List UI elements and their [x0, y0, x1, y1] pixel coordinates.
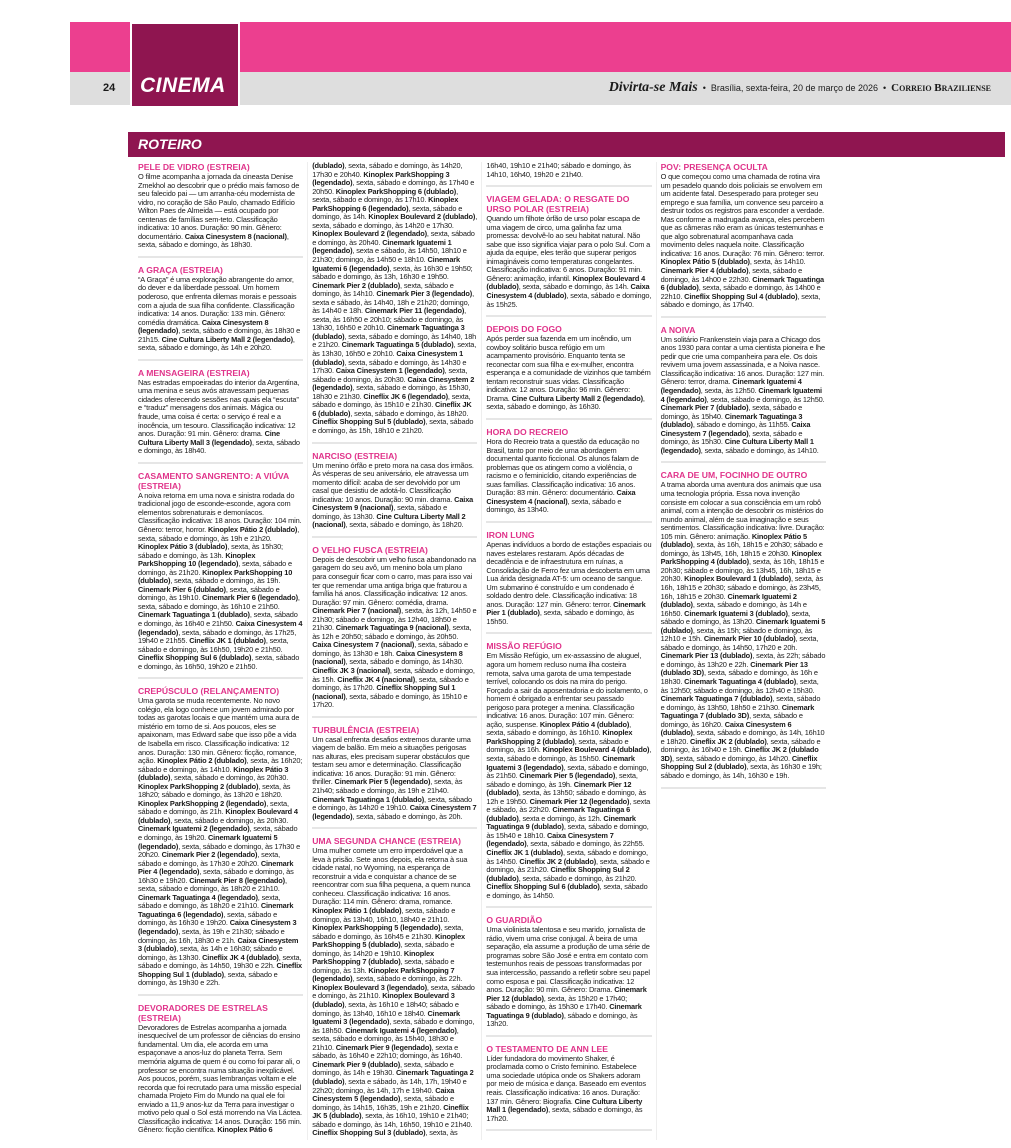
venue-name: Caixa Cinesystem 1 (dublado) — [312, 349, 464, 367]
venue-name: Kinoplex Boulevard 3 (dublado) — [312, 991, 455, 1010]
venue-name: Cinemark Taguatinga 9 (dublado) — [486, 813, 636, 832]
venue-name: Cinemark Iguatemi 2 (dublado) — [660, 591, 797, 610]
venue-name: Caixa Cinesystem 5 (legendado) — [312, 1085, 455, 1104]
movie-description: Quando um filhote órfão de urso polar escapa de uma viagem de circo, uma galinha faz uma promessa: devolvê-lo ao seu habitat natural. Não sabe que isso significa viajar para o polo Sul. Com a ajuda da equipe, eles terão que superar perigos inimagináveis como temperaturas congelantes. Classificação indicativa: 6 anos. Duração: 91 min. Gênero: animação, infantil. Kinoplex Boulevard 4 (dublado), sexta, sábado e domingo, às 14h. Caixa Cinesystem 4 (dublado), sexta, sábado e domingo, às 15h25. — [486, 214, 652, 309]
venue-name: Cinemark Iguatemi 4 (legendado) — [345, 1025, 457, 1035]
venue-name: Kinoplex ParkShopping 6 (legendado) — [312, 195, 459, 213]
movie-listing — [661, 162, 826, 318]
venue-name: Cineflix JK 6 (dublado) — [312, 400, 472, 418]
venue-name: Kinoplex Pátio 5 (dublado) — [660, 531, 807, 550]
venue-name: Kinoplex Boulevard 2 (legendado) — [312, 229, 427, 239]
venue-name: Caixa Cinesystem 7 (nacional) — [312, 640, 415, 650]
movie-listing — [486, 324, 651, 420]
venue-name: Kinoplex Pátio 2 (dublado) — [207, 524, 298, 534]
venue-name: Cinemark Taguatinga 9 (nacional) — [335, 623, 449, 633]
movie-title: HORA DO RECREIO — [486, 427, 569, 438]
movie-description: Um casal enfrenta desafios extremos durante uma viagem de balão. Em meio a situações perigosas nas alturas, eles precisam superar obstáculos que testam seu amor e determinação. Classificação indicativa: 16 anos. Duração: 91 min. Gênero: thriller. Cinemark Pier 5 (legendado), sexta, às 21h40; sábado e domingo, às 19h e 21h40. Cinemark Taguatinga 1 (dublado), sexta, sábado e domingo, às 14h20 e 19h10. Caixa Cinesystem 7 (legendado), sexta, sábado e domingo, às 20h. — [312, 734, 477, 821]
movie-description: Hora do Recreio trata a questão da educação no Brasil, tanto por meio de uma abordagem documental quanto ficcional. Os alunos falam de problemas que os atingem como a violência, o racismo e o feminicídio, citando experiências de suas famílias. Classificação indicativa: 16 anos. Duração: 83 min. Gênero: documentário. Caixa Cinesystem 4 (nacional), sexta, sábado e domingo, às 13h40. — [486, 437, 640, 515]
movie-description: Uma violinista talentosa e seu marido, jornalista de rádio, vivem uma crise conjugal. À beira de uma separação, ela assume a produção de uma série de programas sobre São José e entra em contato com testemunhos reais de pessoas transformadas por sua intercessão, passando a refletir sobre seu papel como esposa e pai. Classificação indicativa: 12 anos. Duração: 90 min. Gênero: Drama. Cinemark Pier 12 (dublado), sexta, às 15h20 e 17h40; sábado e domingo, às 15h30 e 17h40. Cinemark Taguatinga 9 (dublado), sábado e domingo, às 13h20. — [486, 925, 650, 1029]
venue-name: Kinoplex Boulevard 4 (dublado) — [138, 807, 298, 825]
venue-name: Cineflix JK 2 (dublado) — [690, 736, 767, 746]
venue-name: Kinoplex ParkShopping 7 (dublado) — [312, 948, 434, 967]
supplement-name: Divirta-se Mais — [608, 80, 698, 95]
venue-name: Cinemark Iguatemi 3 (dublado) — [684, 608, 788, 618]
venue-name: Cineflix Shopping Sul 1 (dublado) — [138, 961, 302, 979]
movie-description: Uma garota se muda recentemente. No novo colégio, ela logo conhece um jovem admirado por todas as garotas locais e que mantém uma aura de mistério em torno de si. Aos poucos, eles se apaixonam, mas Edward sabe que isso põe a vida de Isabella em risco. Classificação indicativa: 12 anos. Duração: 130 min. Gênero: ficção, romance, ação. Kinoplex Pátio 2 (dublado), sexta, às 16h20; sábado e domingo, às 14h10. Kinoplex Pátio 3 (dublado), sexta, sábado e domingo, às 20h30. Kinoplex ParkShopping 2 (dublado), sexta, às 18h20; sábado e domingo, às 13h20 e 18h20. Kinoplex ParkShopping 2 (legendado), sexta, sábado e domingo, às 21h. Kinoplex Boulevard 4 (dublado), sexta, sábado e domingo, às 20h30. Cinemark Iguatemi 2 (legendado), sexta, sábado e domingo, às 19h20. Cinemark Iguatemi 5 (legendado), sexta, sábado e domingo, às 17h30 e 20h20. Cinemark Pier 2 (legendado), sexta, sábado e domingo, às 17h30 e 20h20. Cinemark Pier 4 (legendado), sexta, sábado e domingo, às 16h30 e 19h20. Cinemark Pier 8 (legendado), sexta, sábado e domingo, às 18h20 e 21h10. Cinemark Taguatinga 4 (legendado), sexta, sábado e domingo, às 18h20 e 21h10. Cinemark Taguatinga 6 (legendado), sexta, sábado e domingo, às 16h30 e 19h20. Caixa Cinesystem 3 (legendado), sexta, às 19h e 21h30; sábado e domingo, às 16h, 18h30 e 21h. Caixa Cinesystem 3 (dublado), sexta, às 14h e 16h30; sábado e domingo, às 13h30. Cineflix JK 4 (dublado), sexta, sábado e domingo, às 14h50, 19h30 e 22h. Cineflix Shopping Sul 1 (dublado), sexta, sábado e domingo, às 19h30 e 22h. — [138, 696, 303, 988]
venue-name: Cinemark Pier 7 (nacional) — [312, 606, 402, 616]
venue-name: Cineflix JK 2 (dublado) — [519, 856, 597, 866]
venue-name: Cineflix Shopping Sul 6 (dublado) — [486, 882, 600, 892]
venue-name: Cinemark Pier 13 (dublado 3D) — [660, 659, 808, 678]
venue-name: Kinoplex Pátio 4 (dublado) — [539, 719, 630, 729]
movie-title: DEPOIS DO FOGO — [486, 324, 562, 335]
venue-name: Kinoplex ParkShopping 7 (legendado) — [312, 965, 455, 984]
masthead — [609, 80, 991, 96]
venue-name: Cinemark Pier 7 (dublado) — [660, 403, 749, 413]
venue-name: Cine Cultura Liberty Mall 3 (legendado) — [138, 429, 280, 447]
venue-name: Cinemark Taguatinga 6 (dublado) — [660, 274, 825, 293]
venue-name: Cinemark Taguatinga 7 (dublado 3D) — [660, 702, 815, 721]
venue-name: Cinemark Iguatemi 1 (legendado) — [312, 237, 452, 256]
venue-name: Kinoplex ParkShopping 4 (dublado) — [660, 548, 822, 567]
movie-description: A noiva retorna em uma nova e sinistra rodada do tradicional jogo de esconde-esconde, agora com elementos sobrenaturais e demoníacos. Classificação indicativa: 18 anos. Duração: 104 min. Gênero: terror, horror. Kinoplex Pátio 2 (dublado), sexta, sábado e domingo, às 19h e 21h20. Kinoplex Pátio 3 (dublado), sexta, às 15h30; sábado e domingo, às 13h. Kinoplex ParkShopping 10 (legendado), sexta, sábado e domingo, às 21h20. Kinoplex ParkShopping 10 (dublado), sexta, sábado e domingo, às 19h. Cinemark Pier 6 (dublado), sexta, sábado e domingo, às 19h10. Cinemark Pier 6 (legendado), sexta, sábado e domingo, às 16h10 e 21h50. Cinemark Taguatinga 1 (dublado), sexta, sábado e domingo, às 16h40 e 21h50. Caixa Cinesystem 4 (legendado), sexta, sábado e domingo, às 17h25, 19h40 e 21h55. Cineflix JK 1 (dublado), sexta, sábado e domingo, às 16h50, 19h20 e 21h50. Cineflix Shopping Sul 6 (dublado), sexta, sábado e domingo, às 16h50, 19h20 e 21h50. — [138, 490, 303, 671]
movie-listing — [661, 325, 826, 464]
venue-name: Cinemark Pier 12 (legendado) — [529, 796, 630, 806]
venue-name: Cinemark Taguatinga 6 (legendado) — [138, 901, 294, 919]
venue-name: Kinoplex Boulevard 3 (legendado) — [312, 982, 427, 992]
movie-listing — [138, 162, 303, 258]
movie-listing — [312, 725, 477, 829]
venue-name: Cineflix JK 5 (dublado) — [312, 1102, 469, 1121]
movie-listing — [661, 470, 826, 788]
venue-name: Cinemark Taguatinga 3 (dublado) — [660, 411, 803, 430]
venue-name: Kinoplex Boulevard 1 (dublado) — [684, 574, 791, 584]
movie-title: UMA SEGUNDA CHANCE (ESTREIA) — [312, 836, 461, 847]
venue-name: Caixa Cinesystem 1 (legendado) — [335, 366, 445, 376]
venue-name: Cinemark Pier 10 (dublado) — [703, 634, 796, 644]
venue-name: Caixa Cinesystem 8 (legendado) — [138, 317, 269, 336]
movie-listing — [486, 194, 651, 317]
movie-title: A MENSAGEIRA (ESTREIA) — [138, 367, 250, 378]
movie-title: MISSÃO REFÚGIO — [486, 641, 562, 652]
venue-name: Cine Cultura Liberty Mall 2 (legendado) — [161, 334, 293, 344]
venue-name: Cineflix Shopping Sul 6 (dublado) — [138, 653, 252, 663]
venue-name: Kinoplex ParkShopping 2 (dublado) — [486, 728, 633, 746]
page-number: 24 — [103, 82, 116, 94]
venue-name: Kinoplex Boulevard 4 (dublado) — [486, 273, 646, 292]
venue-name: Cinemark Pier 8 (legendado) — [189, 875, 285, 885]
venue-name: Caixa Cinesystem 4 (dublado) — [486, 282, 650, 301]
movie-title: O VELHO FUSCA (ESTREIA) — [312, 544, 428, 555]
venue-name: Cinemark Taguatinga 1 (dublado) — [312, 794, 425, 804]
venue-name: Cineflix JK 3 (nacional) — [312, 665, 390, 675]
movie-listing — [138, 265, 303, 361]
movie-title: PELE DE VIDRO (ESTREIA) — [138, 162, 250, 172]
venue-name: Cinemark Pier 5 (legendado) — [519, 771, 616, 781]
movie-title: A NOIVA — [660, 324, 696, 335]
venue-name: Cine Cultura Liberty Mall 2 (nacional) — [312, 511, 466, 530]
venue-name: Cinemark Iguatemi 3 (legendado) — [486, 753, 635, 772]
venue-name: Cinemark Pier 4 (legendado) — [138, 858, 294, 877]
venue-name: Caixa Cinesystem 7 (legendado) — [312, 803, 477, 821]
dateline: Brasília, sexta-feira, 20 de março de 2026 — [710, 83, 878, 93]
movie-listings — [138, 162, 1000, 1140]
movie-description: Apenas indivíduos a bordo de estações espaciais ou naves estelares restaram. Após décadas de decadência e de infraestrutura em ruínas, a Consolidação de Ferro fez uma descoberta em uma Lua árida designada AT-5: um oceano de sangue. Um submarino é construído e um condenado é soldado dentro dele. Classificação indicativa: 18 anos. Duração: 127 min. Gênero: terror. Cinemark Pier 1 (dublado), sexta, sábado e domingo, às 15h50. — [486, 539, 652, 626]
venue-name: Cinemark Pier 6 (legendado) — [202, 593, 298, 603]
roteiro-banner — [128, 132, 1005, 157]
movie-description: Em Missão Refúgio, um ex-assassino de aluguel, agora um homem recluso numa ilha costeira remota, salva uma garota de uma tempestade terrível, colocando os dois na mira do perigo. Forçado a sair da aposentadoria e do isolamento, o homem é obrigado a enfrentar seu passado perigoso para proteger a menina. Classificação indicativa: 16 anos. Duração: 107 min. Gênero: ação, suspense. Kinoplex Pátio 4 (dublado), sexta, sábado e domingo, às 16h10. Kinoplex ParkShopping 2 (dublado), sexta, sábado e domingo, às 16h. Kinoplex Boulevard 4 (dublado), sexta, sábado e domingo, às 15h50. Cinemark Iguatemi 3 (legendado), sexta, sábado e domingo, às 21h50. Cinemark Pier 5 (legendado), sexta, sábado e domingo, às 19h. Cinemark Pier 12 (dublado), sexta, às 13h50; sábado e domingo, às 12h e 19h50. Cinemark Pier 12 (legendado), sexta e sábado, às 22h20. Cinemark Taguatinga 6 (dublado), sexta e domingo, às 12h. Cinemark Taguatinga 9 (dublado), sexta, sábado e domingo, às 15h40 e 18h10. Caixa Cinesystem 7 (legendado), sexta, sábado e domingo, às 22h55. Cineflix JK 1 (dublado), sexta, sábado e domingo, às 14h50. Cineflix JK 2 (dublado), sexta, sábado e domingo, às 21h20. Cineflix Shopping Sul 2 (dublado), sexta, sábado e domingo, às 21h20. Cineflix Shopping Sul 6 (dublado), sexta, sábado e domingo, às 14h50. — [486, 651, 652, 900]
venue-name: Cinemark Pier 11 (legendado) — [364, 306, 465, 316]
movie-description: Nas estradas empoeiradas do interior da Argentina, uma menina e seus avós atravessam pequenas cidades oferecendo sessões nas quais ela “escuta” e “traduz” mensagens dos animais. Mágica ou fraude, uma coisa é certa: o serviço é real e a inocência, um tesouro. Classificação indicativa: 12 anos. Duração: 91 min. Gênero: drama. Cine Cultura Liberty Mall 3 (legendado), sexta, sábado e domingo, às 18h40. — [138, 377, 300, 456]
movie-title: NARCISO (ESTREIA) — [312, 450, 398, 461]
venue-name: Kinoplex ParkShopping 3 (legendado) — [312, 169, 450, 188]
movie-title: CASAMENTO SANGRENTO: A VIÚVA (ESTREIA) — [138, 470, 289, 491]
venue-name: Cine Cultura Liberty Mall 1 (legendado) — [486, 1096, 643, 1115]
section-label-block — [130, 22, 240, 108]
venue-name: Cineflix Shopping Sul 2 (dublado) — [486, 865, 630, 883]
venue-name: Caixa Cinesystem 3 (dublado) — [138, 935, 299, 954]
movie-description: Depois de descobrir um velho fusca abandonado na garagem do seu avô, um menino bola um plano para conseguir ficar com o carro, mas para isso vai ter que remendar uma antiga briga que fraturou a família há anos. Classificação indicativa: 12 anos. Duração: 97 min. Gênero: comédia, drama. Cinemark Pier 7 (nacional), sexta, às 12h, 14h50 e 21h30; sábado e domingo, às 12h40, 18h50 e 21h30. Cinemark Taguatinga 9 (nacional), sexta, às 12h e 20h50; sábado e domingo, às 20h50. Caixa Cinesystem 7 (nacional), sexta, sábado e domingo, às 13h30 e 18h. Caixa Cinesystem 8 (nacional), sexta, sábado e domingo, às 14h30. Cineflix JK 3 (nacional), sexta, sábado e domingo, às 15h. Cineflix JK 4 (nacional), sexta, sábado e domingo, às 17h20. Cineflix Shopping Sul 1 (nacional), sexta, sábado e domingo, às 15h10 e 17h20. — [312, 554, 477, 710]
movie-title: CREPÚSCULO (RELANÇAMENTO) — [138, 686, 280, 697]
venue-name: Cinemark Pier 5 (legendado) — [334, 777, 431, 787]
venue-name: Kinoplex ParkShopping 6 (dublado) — [335, 186, 457, 196]
movie-title: IRON LUNG — [486, 529, 535, 540]
movie-description: O que começou como uma chamada de rotina vira um pesadelo quando dois policiais se envolvem em um acidente fatal. Desesperado para proteger seu emprego e sua família, um convence seu parceiro a destruir todos os registros para esconder a verdade. Mas conforme a madrugada avança, eles percebem que as câmeras não eram as únicas testemunhas e que algo sobrenatural acompanhava cada movimento deles naquela noite. Classificação indicativa: 16 anos. Duração: 76 min. Gênero: terror. Kinoplex Pátio 5 (dublado), sexta, às 14h10. Cinemark Pier 4 (dublado), sexta, sábado e domingo, às 14h00 e 22h30. Cinemark Taguatinga 6 (dublado), sexta, sábado e domingo, às 14h00 e 22h10. Cineflix Shopping Sul 4 (dublado), sexta, sábado e domingo, às 17h40. — [660, 172, 825, 310]
movie-title: TURBULÊNCIA (ESTREIA) — [312, 724, 420, 735]
venue-name: Cinemark Pier 4 (dublado) — [660, 266, 749, 276]
venue-name: Cineflix Shopping Sul 4 (dublado) — [684, 291, 798, 301]
movie-description: O filme acompanha a jornada da cineasta Denise Zmekhol ao descobrir que o prédio mais famoso de seu falecido pai — um arranha-céu modernista de vidro, no coração de São Paulo, chamado Edifício Wilton Paes de Almeida — está ocupado por centenas de famílias sem-teto. Classificação indicativa: 10 anos. Duração: 90 min. Gênero: documentário. Caixa Cinesystem 8 (nacional), sexta, sábado e domingo, às 18h30. — [138, 172, 300, 250]
venue-name: Cinemark Pier 1 (dublado) — [486, 599, 646, 618]
movie-description: Um solitário Frankenstein viaja para a Chicago dos anos 1930 para contar a uma cientista pioneira e lhe pedir que crie uma companheira para ele. Os dois revivem uma jovem assassinada, e a Noiva nasce. Classificação indicativa: 16 anos. Duração: 127 min. Gênero: terror, drama. Cinemark Iguatemi 4 (legendado), sexta, às 12h50. Cinemark Iguatemi 4 (legendado), sexta, sábado e domingo, às 12h50. Cinemark Pier 7 (dublado), sexta, sábado e domingo, às 15h40. Cinemark Taguatinga 3 (dublado), sábado e domingo, às 11h55. Caixa Cinesystem 7 (legendado), sexta, sábado e domingo, às 15h30. Cine Cultura Liberty Mall 1 (legendado), sexta, sábado e domingo, às 14h10. — [660, 334, 825, 455]
venue-name: Cinemark Iguatemi 3 (legendado) — [312, 1008, 460, 1027]
venue-name: Caixa Cinesystem 3 (legendado) — [138, 918, 297, 937]
venue-name: Kinoplex Pátio 6 (dublado) — [217, 161, 345, 1135]
venue-name: Cineflix JK 1 (dublado) — [189, 636, 266, 646]
venue-name: Cinemark Pier 12 (dublado) — [486, 985, 647, 1003]
venue-name: Cinemark Pier 9 (legendado) — [335, 1042, 432, 1052]
venue-name: Caixa Cinesystem 4 (nacional) — [486, 488, 636, 506]
venue-name: Cinemark Taguatinga 3 (dublado) — [312, 323, 465, 341]
venue-name: Cineflix JK 4 (dublado) — [202, 952, 279, 962]
venue-name: Kinoplex ParkShopping 10 (legendado) — [138, 550, 256, 569]
venue-name: Cinemark Iguatemi 5 (dublado) — [660, 617, 826, 635]
movie-description: Um menino órfão e preto mora na casa dos irmãos. Às vésperas de seu aniversário, ele atravessa um momento difícil: acaba de ser devolvido por um casal que desistiu de adotá-lo. Classificação indicativa: 10 anos. Duração: 90 min. drama. Caixa Cinesystem 9 (nacional), sexta, sábado e domingo, às 13h30. Cine Cultura Liberty Mall 2 (nacional), sexta, sábado e domingo, às 18h20. — [312, 460, 474, 530]
venue-name: Caixa Cinesystem 4 (legendado) — [138, 618, 303, 637]
venue-name: Cinemark Pier 3 (legendado) — [376, 289, 473, 299]
venue-name: Cineflix JK 1 (dublado) — [486, 848, 563, 857]
venue-name: Kinoplex Pátio 2 (dublado) — [157, 756, 247, 766]
venue-name: Kinoplex Pátio 5 (dublado) — [660, 257, 750, 267]
venue-name: Cineflix JK 2 (dublado 3D) — [660, 745, 819, 763]
venue-name: Kinoplex ParkShopping 5 (legendado) — [312, 923, 441, 933]
movie-title: VIAGEM GELADA: O RESGATE DO URSO POLAR (ESTREIA) — [486, 194, 630, 215]
venue-name: Cinemark Pier 13 (dublado) — [660, 651, 753, 661]
venue-name: Cinemark Pier 2 (dublado) — [312, 280, 401, 290]
venue-name: Kinoplex ParkShopping 5 (dublado) — [312, 931, 466, 950]
movie-description: Líder fundadora do movimento Shaker, é proclamada como o Cristo feminino. Estabelece uma sociedade utópica onde os Shakers adoram por meio de música e dança. Baseado em eventos reais. Classificação indicativa: 16 anos. Duração: 137 min. Gênero: Biografia. Cine Cultura Liberty Mall 1 (legendado), sexta, sábado e domingo, às 17h20. — [486, 1053, 646, 1123]
movie-listing — [312, 451, 477, 538]
venue-name: Cine Cultura Liberty Mall 1 (legendado) — [660, 437, 814, 455]
venue-name: Caixa Cinesystem 7 (legendado) — [660, 420, 811, 438]
movie-listing — [486, 530, 651, 634]
venue-name: Kinoplex Pátio 3 (dublado) — [138, 764, 289, 783]
movie-title: POV: PRESENÇA OCULTA — [660, 162, 768, 172]
venue-name: Cineflix JK 6 (legendado) — [363, 391, 448, 401]
movie-listing — [486, 1044, 651, 1131]
movie-title: O TESTAMENTO DE ANN LEE — [486, 1043, 608, 1054]
venue-name: Cinemark Taguatinga 9 (dublado) — [486, 1002, 642, 1020]
venue-name: Cineflix Shopping Sul 3 (dublado) — [312, 1128, 426, 1138]
venue-name: Cinemark Iguatemi 4 (legendado) — [660, 377, 802, 396]
movie-description: Após perder sua fazenda em um incêndio, um cowboy solitário busca refúgio em um acampamento provisório. Enquanto tenta se reconectar com sua filha e ex-mulher, encontra esperança e a comunidade de vizinhos que também tentam reconstruir suas vidas. Classificação indicativa: 12 anos. Duração: 96 min. Gênero: Drama. Cine Cultura Liberty Mall 2 (legendado), sexta, sábado e domingo, às 16h30. — [486, 334, 651, 412]
movie-description: Uma mulher comete um erro imperdoável que a leva à prisão. Sete anos depois, ela retorna à sua cidade natal, no Wyoming, na esperança de reconstruir a vida e conquistar a chance de se reencontrar com sua filha pequena, a quem nunca conheceu. Classificação indicativa: 16 anos. Duração: 114 min. Gênero: drama, romance. Kinoplex Pátio 1 (dublado), sexta, sábado e domingo, às 13h40, 16h10, 18h40 e 21h10. Kinoplex ParkShopping 5 (legendado), sexta, sábado e domingo, às 16h45 e 21h30. Kinoplex ParkShopping 5 (dublado), sexta, sábado e domingo, às 14h20 e 19h10. Kinoplex ParkShopping 7 (dublado), sexta, sábado e domingo, às 13h. Kinoplex ParkShopping 7 (legendado), sexta, sábado e domingo, às 22h. Kinoplex Boulevard 3 (legendado), sexta, sábado e domingo, às 21h10. Kinoplex Boulevard 3 (dublado), sexta, às 16h10 e 18h40; sábado e domingo, às 13h40, 16h10 e 18h40. Cinemark Iguatemi 3 (legendado), sexta, sábado e domingo, às 18h50. Cinemark Iguatemi 4 (legendado), sexta, sábado e domingo, às 15h40, 18h30 e 21h10. Cinemark Pier 9 (legendado), sexta e sábado, às 16h40 e 22h10; domingo, às 16h40. Cinemark Pier 9 (dublado), sexta, sábado e domingo, às 14h e 19h30. Cinemark Taguatinga 2 (dublado), sexta e sábado, às 14h, 17h, 19h40 e 22h20; domingo, às 14h, 17h e 19h40. Caixa Cinesystem 5 (legendado), sexta, sábado e domingo, às 14h15, 16h35, 19h e 21h20. Cineflix JK 5 (dublado), sexta, às 16h10, 19h10 e 21h40; sábado e domingo, às 14h, 16h50, 19h10 e 21h40. Cineflix Shopping Sul 3 (dublado), sexta, às 16h40, 19h10 e 21h40; sábado e domingo, às 14h10, 16h40, 19h20 e 21h40. — [312, 161, 631, 1138]
venue-name: Cineflix Shopping Sul 5 (dublado) — [312, 417, 426, 427]
venue-name: Cineflix Shopping Sul 2 (dublado) — [660, 753, 818, 772]
venue-name: Caixa Cinesystem 8 (nacional) — [312, 648, 463, 667]
venue-name: Cinemark Pier 12 (dublado) — [486, 779, 632, 798]
movie-listing — [138, 686, 303, 996]
bullet: • — [883, 83, 887, 93]
movie-description: Devoradores de Estrelas acompanha a jornada inesquecível de um professor de ciências do ensino fundamental. Um dia, ele acorda em uma espaçonave a anos-luz do planeta Terra. Sem memória alguma de quem é ou como foi parar ali, o professor se encontra numa situação inexplicável. Aos poucos, porém, suas lembranças voltam e ele recorda que foi recrutado para uma missão especial chamada Projeto Fim do Mundo na qual ele foi enviado a 11,9 anos-luz da Terra para investigar o motivo pelo qual o Sol está morrendo na Via Láctea. Classificação indicativa: 14 anos. Duração: 156 min. Gênero: ficção científica. Kinoplex Pátio 6 (dublado), sexta, sábado e domingo, às 14h20, 17h30 e 20h40. Kinoplex ParkShopping 3 (legendado), sexta, sábado e domingo, às 17h40 e 20h50. Kinoplex ParkShopping 6 (dublado), sexta, sábado e domingo, às 17h10. Kinoplex ParkShopping 6 (legendado), sexta, sábado e domingo, às 14h. Kinoplex Boulevard 2 (dublado), sexta, sábado e domingo, às 14h20 e 17h30. Kinoplex Boulevard 2 (legendado), sexta, sábado e domingo, às 20h40. Cinemark Iguatemi 1 (legendado), sexta e sábado, às 14h50, 18h10 e 21h30; domingo, às 14h50 e 18h10. Cinemark Iguatemi 6 (legendado), sexta, às 16h30 e 19h50; sábado e domingo, às 13h, 16h30 e 19h50. Cinemark Pier 2 (dublado), sexta, sábado e domingo, às 14h10. Cinemark Pier 3 (legendado), sexta e sábado, às 14h40, 18h e 21h20; domingo, às 14h40 e 18h. Cinemark Pier 11 (legendado), sexta, às 16h50 e 20h10; sábado e domingo, às 13h30, 16h50 e 20h10. Cinemark Taguatinga 3 (dublado), sexta, sábado e domingo, às 14h40, 18h e 21h20. Cinemark Taguatinga 5 (dublado), sexta, às 13h30, 16h50 e 20h10. Caixa Cinesystem 1 (dublado), sexta, sábado e domingo, às 14h30 e 17h30. Caixa Cinesystem 1 (legendado), sexta, sábado e domingo, às 20h30. Caixa Cinesystem 2 (legendado), sexta, sábado e domingo, às 15h30, 18h30 e 21h30. Cineflix JK 6 (legendado), sexta, sábado e domingo, às 15h10 e 21h30. Cineflix JK 6 (dublado), sexta, sábado e domingo, às 18h20. Cineflix Shopping Sul 5 (dublado), sexta, sábado e domingo, às 15h, 18h10 e 21h20. — [138, 161, 478, 1135]
venue-name: Cinemark Taguatinga 5 (dublado) — [341, 340, 454, 350]
venue-name: Cinemark Iguatemi 2 (legendado) — [138, 824, 250, 834]
venue-name: Caixa Cinesystem 9 (nacional) — [312, 494, 474, 513]
venue-name: Cinemark Iguatemi 4 (legendado) — [660, 386, 822, 404]
venue-name: Cinemark Pier 6 (dublado) — [138, 584, 226, 594]
venue-name: Cinemark Taguatinga 4 (dublado) — [684, 676, 797, 686]
movie-listing — [486, 641, 651, 908]
venue-name: Cinemark Taguatinga 1 (dublado) — [138, 610, 250, 620]
roteiro-title: ROTEIRO — [138, 136, 202, 152]
section-title: CINEMA — [140, 74, 226, 97]
movie-listing — [138, 471, 303, 679]
movie-listing — [312, 545, 477, 718]
venue-name: Kinoplex ParkShopping 2 (legendado) — [138, 798, 267, 808]
movie-listing — [138, 368, 303, 464]
movie-description: “A Graça” é uma exploração abrangente do amor, do dever e da liberdade pessoal. Um homem poderoso, que enfrenta dilemas morais e pessoais com a ajuda de sua filha confidente. Classificação indicativa: 14 anos. Duração: 133 min. Gênero: comédia dramática. Caixa Cinesystem 8 (legendado), sexta, sábado e domingo, às 18h30 e 21h15. Cine Cultura Liberty Mall 2 (legendado), sexta, sábado e domingo, às 14h e 20h20. — [138, 274, 301, 353]
venue-name: Kinoplex ParkShopping 10 (dublado) — [138, 567, 293, 586]
movie-title: DEVORADORES DE ESTRELAS (ESTREIA) — [138, 1002, 268, 1023]
bullet: • — [702, 83, 706, 93]
venue-name: Cinemark Taguatinga 4 (legendado) — [138, 892, 258, 902]
venue-name: Cinemark Pier 2 (legendado) — [161, 850, 258, 860]
movie-title: O GUARDIÃO — [486, 915, 543, 926]
venue-name: Caixa Cinesystem 6 (dublado) — [660, 719, 792, 738]
venue-name: Cine Cultura Liberty Mall 2 (legendado) — [511, 393, 643, 403]
venue-name: Kinoplex Pátio 3 (dublado) — [138, 542, 228, 552]
movie-title: A GRAÇA (ESTREIA) — [138, 264, 223, 275]
venue-name: Kinoplex Pátio 1 (dublado) — [312, 906, 402, 916]
venue-name: Cinemark Iguatemi 5 (legendado) — [138, 833, 278, 851]
newspaper-name: Correio Braziliense — [891, 82, 991, 94]
movie-title: CARA DE UM, FOCINHO DE OUTRO — [660, 470, 808, 481]
venue-name: Cinemark Iguatemi 6 (legendado) — [312, 255, 460, 273]
venue-name: Caixa Cinesystem 2 (legendado) — [312, 374, 475, 393]
venue-name: Cinemark Taguatinga 7 (dublado) — [660, 694, 773, 704]
venue-name: Cineflix Shopping Sul 1 (nacional) — [312, 683, 456, 701]
venue-name: Kinoplex Boulevard 4 (dublado) — [542, 745, 650, 755]
venue-name: Cinemark Taguatinga 6 (dublado) — [486, 805, 631, 823]
venue-name: Caixa Cinesystem 7 (legendado) — [486, 830, 614, 849]
venue-name: Caixa Cinesystem 8 (nacional) — [184, 231, 287, 241]
venue-name: Cinemark Pier 9 (dublado) — [312, 1059, 401, 1069]
venue-name: Cinemark Taguatinga 2 (dublado) — [312, 1068, 474, 1086]
venue-name: Kinoplex ParkShopping 2 (dublado) — [138, 781, 259, 791]
venue-name: Cineflix JK 4 (nacional) — [337, 674, 416, 684]
movie-listing — [486, 427, 651, 523]
movie-description: A trama aborda uma aventura dos animais que usa uma tecnologia própria. Essa nova invenção consiste em colocar a sua consciência em um robô animal, com a intenção de descobrir os mistérios do mundo animal, além de sua imaginação e seus sentimentos. Classificação indicativa: livre. Duração: 105 min. Gênero: animação. Kinoplex Pátio 5 (dublado), sexta, às 16h, 18h15 e 20h30; sábado e domingo, às 13h45, 16h, 18h15 e 20h30. Kinoplex ParkShopping 4 (dublado), sexta, às 16h, 18h15 e 20h30; sábado e domingo, às 13h45, 16h, 18h15 e 20h30. Kinoplex Boulevard 1 (dublado), sexta, às 16h, 18h15 e 20h30; sábado e domingo, às 23h45, 16h, 18h15 e 20h30. Cinemark Iguatemi 2 (dublado), sexta, sábado e domingo, às 14h e 16h50. Cinemark Iguatemi 3 (dublado), sexta, sábado e domingo, às 13h20. Cinemark Iguatemi 5 (dublado), sexta, às 15h; sábado e domingo, às 12h10 e 15h. Cinemark Pier 10 (dublado), sexta, sábado e domingo, às 14h50, 17h20 e 20h. Cinemark Pier 13 (dublado), sexta, às 22h; sábado e domingo, às 13h20 e 22h. Cinemark Pier 13 (dublado 3D), sexta, sábado e domingo, às 16h e 18h30. Cinemark Taguatinga 4 (dublado), sexta, às 12h50; sábado e domingo, às 12h40 e 15h30. Cinemark Taguatinga 7 (dublado), sexta, sábado e domingo, às 13h50, 18h50 e 21h30. Cinemark Taguatinga 7 (dublado 3D), sexta, sábado e domingo, às 16h20. Caixa Cinesystem 6 (dublado), sexta, sábado e domingo, às 14h, 16h10 e 18h20. Cineflix JK 2 (dublado), sexta, sábado e domingo, às 16h40 e 19h. Cineflix JK 2 (dublado 3D), sexta, sábado e domingo, às 14h20. Cineflix Shopping Sul 2 (dublado), sexta, às 16h30 e 19h; sábado e domingo, às 14h, 16h30 e 19h. — [660, 480, 826, 780]
movie-listing — [486, 915, 651, 1037]
venue-name: Kinoplex Boulevard 2 (dublado) — [368, 212, 476, 222]
